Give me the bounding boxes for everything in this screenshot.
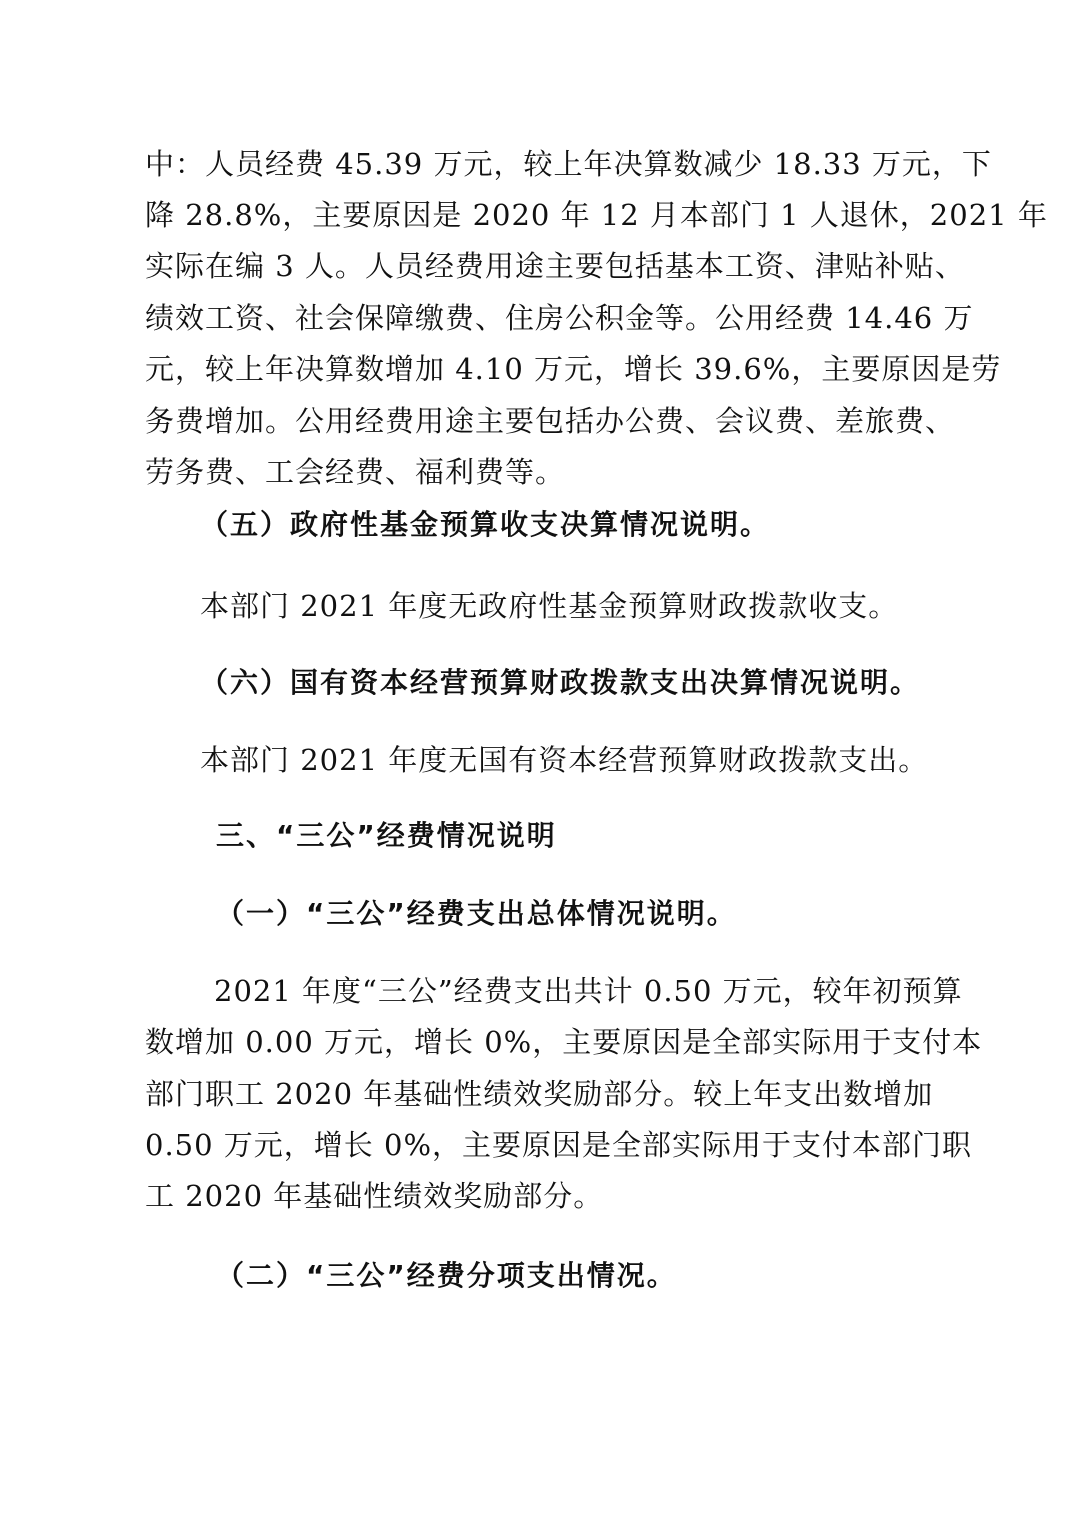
subsection-heading-one: （一）“三公”经费支出总体情况说明。 xyxy=(216,897,737,930)
paragraph-line: 绩效工资、社会保障缴费、住房公积金等。公用经费 14.46 万 xyxy=(145,301,974,335)
paragraph-line: 实际在编 3 人。人员经费用途主要包括基本工资、津贴补贴、 xyxy=(145,249,965,283)
paragraph-line: 降 28.8%，主要原因是 2020 年 12 月本部门 1 人退休，2021 年 xyxy=(145,198,1048,232)
subsection-heading-two: （二）“三公”经费分项支出情况。 xyxy=(216,1259,677,1292)
subsection-line: 工 2020 年基础性绩效奖励部分。 xyxy=(145,1179,604,1213)
subsection-line: 部门职工 2020 年基础性绩效奖励部分。较上年支出数增加 xyxy=(145,1077,934,1111)
part-three-heading: 三、“三公”经费情况说明 xyxy=(216,819,557,852)
section-body-five: 本部门 2021 年度无政府性基金预算财政拨款收支。 xyxy=(200,589,899,623)
paragraph-line: 元，较上年决算数增加 4.10 万元，增长 39.6%，主要原因是劳 xyxy=(145,352,1002,386)
paragraph-line: 劳务费、工会经费、福利费等。 xyxy=(145,455,566,489)
subsection-line: 0.50 万元，增长 0%，主要原因是全部实际用于支付本部门职 xyxy=(145,1128,973,1162)
section-body-six: 本部门 2021 年度无国有资本经营预算财政拨款支出。 xyxy=(200,743,929,777)
paragraph-line: 中：人员经费 45.39 万元，较上年决算数减少 18.33 万元，下 xyxy=(145,147,992,181)
section-heading-six: （六）国有资本经营预算财政拨款支出决算情况说明。 xyxy=(200,666,921,699)
paragraph-line: 务费增加。公用经费用途主要包括办公费、会议费、差旅费、 xyxy=(145,404,956,438)
section-heading-five: （五）政府性基金预算收支决算情况说明。 xyxy=(200,508,771,541)
subsection-line: 2021 年度“三公”经费支出共计 0.50 万元，较年初预算 xyxy=(214,974,963,1008)
subsection-line: 数增加 0.00 万元，增长 0%，主要原因是全部实际用于支付本 xyxy=(145,1025,983,1059)
